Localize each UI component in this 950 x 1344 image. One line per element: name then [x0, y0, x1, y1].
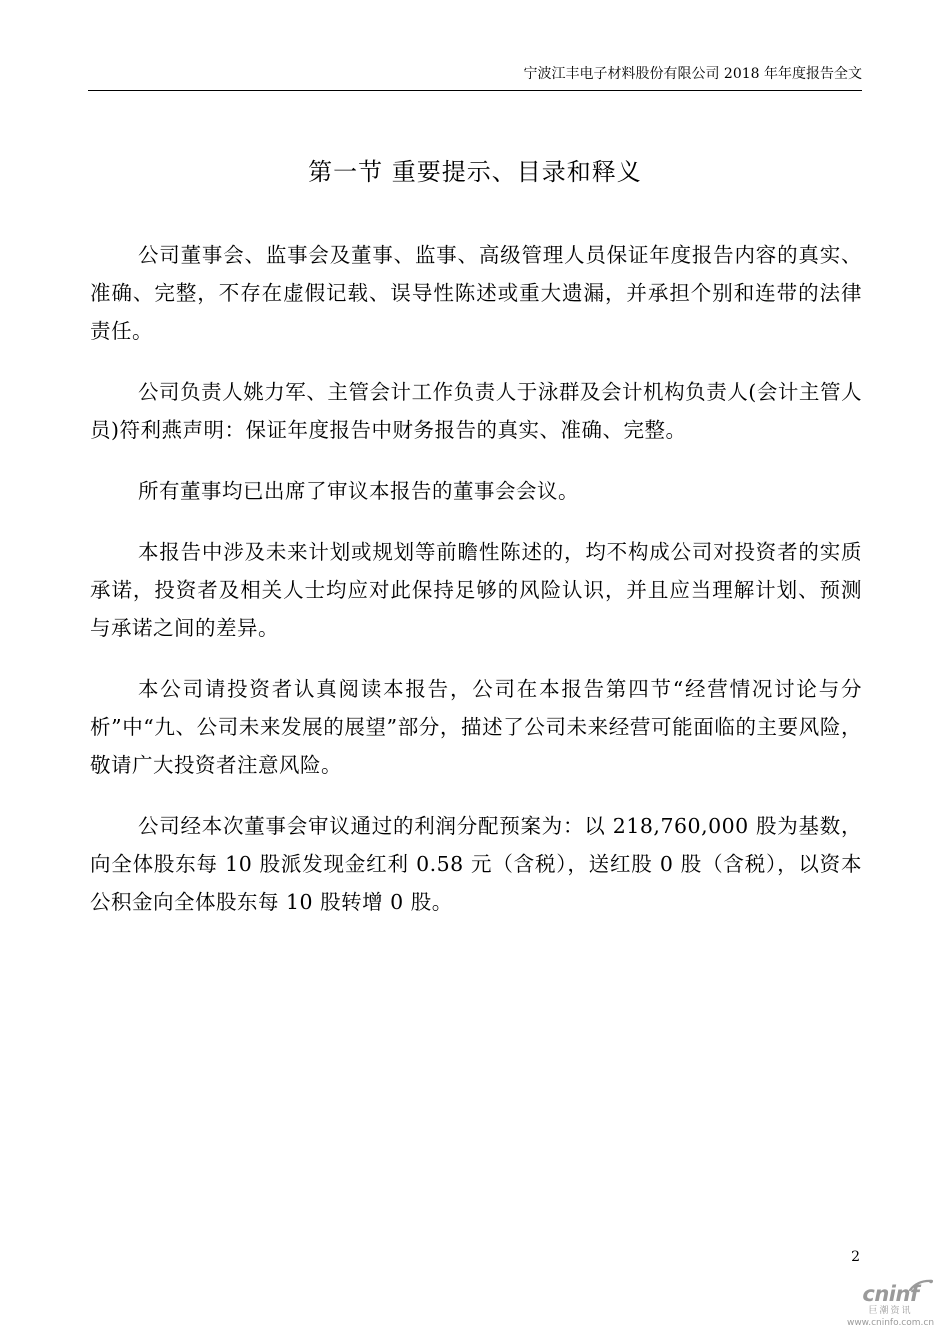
- cninfo-logo-cn: 巨潮资讯: [868, 1306, 913, 1316]
- cninfo-url: www.cninfo.com.cn: [846, 1318, 935, 1328]
- running-header: [88, 64, 862, 91]
- swoosh-icon: [908, 1278, 934, 1292]
- section-title: 第一节 重要提示、目录和释义: [308, 158, 642, 186]
- running-header-title: 宁波江丰电子材料股份有限公司 2018 年年度报告全文: [523, 66, 862, 82]
- paragraph-forward-looking: 本报告中涉及未来计划或规划等前瞻性陈述的，均不构成公司对投资者的实质承诺，投资者及相关人士均应对此保持足够的风险认识，并且应当理解计划、预测与承诺之间的差异。: [90, 540, 862, 640]
- paragraph-officer-declaration: 公司负责人姚力军、主管会计工作负责人于泳群及会计机构负责人(会计主管人员)符利燕声明：保证年度报告中财务报告的真实、准确、完整。: [90, 380, 862, 442]
- body-text: [90, 236, 862, 944]
- paragraph-responsibility-statement: 公司董事会、监事会及董事、监事、高级管理人员保证年度报告内容的真实、准确、完整，不存在虚假记载、误导性陈述或重大遗漏，并承担个别和连带的法律责任。: [90, 243, 862, 343]
- cninfo-logo: [843, 1282, 938, 1306]
- paragraph-risk-notice: 本公司请投资者认真阅读本报告，公司在本报告第四节“经营情况讨论与分析”中“九、公司未来发展的展望”部分，描述了公司未来经营可能面临的主要风险，敬请广大投资者注意风险。: [90, 677, 862, 777]
- paragraph-profit-distribution: 公司经本次董事会审议通过的利润分配预案为：以 218,760,000 股为基数，向全体股东每 10 股派发现金红利 0.58 元（含税），送红股 0 股（含税），以资本公积金向全体股东每 10 股转增 0 股。: [90, 814, 862, 914]
- page-number: 2: [851, 1249, 860, 1265]
- cninfo-logo-text: cninf: [862, 1282, 919, 1306]
- cninfo-watermark: [843, 1282, 938, 1332]
- paragraph-board-attendance: 所有董事均已出席了审议本报告的董事会会议。: [138, 479, 579, 503]
